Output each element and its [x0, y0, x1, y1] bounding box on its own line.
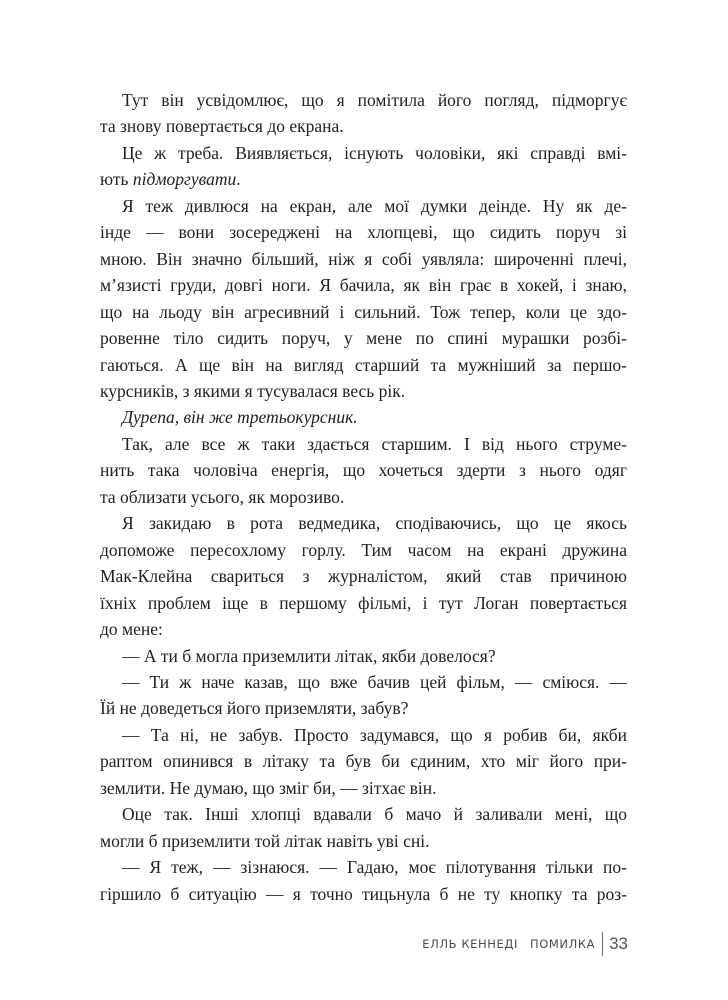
text-line: — Я теж, — зізнаюся. — Гадаю, моє пілотування тільки по- — [122, 857, 627, 878]
text-line: — А ти б могла приземлити літак, якби довелося? — [122, 645, 496, 666]
emphasized-word: підморгувати — [132, 169, 237, 190]
text-line: мною. Він значно більший, ніж я собі уявляла: широченні плечі, — [100, 248, 627, 269]
text-line: гіршило б ситуацію — я точно тицьнула б не ту кнопку та роз- — [100, 883, 627, 904]
text-line: могли б приземлити той літак навіть уві сні. — [100, 830, 430, 851]
text-line: землити. Не думаю, що зміг би, — зітхає він. — [100, 777, 437, 798]
text-line: Я закидаю в рота ведмедика, сподіваючись, що це якось — [122, 513, 627, 534]
dialogue-paragraph — [100, 854, 627, 907]
footer-author: ЕЛЛЬ КЕННЕДІ — [422, 937, 518, 951]
dialogue-paragraph — [100, 722, 627, 801]
running-footer — [422, 930, 628, 958]
dialogue-paragraph — [100, 643, 627, 669]
text-line: до мене: — [100, 619, 163, 640]
text-line: Це ж треба. Виявляється, існують чоловіки, які справді вмі- — [122, 142, 627, 163]
text-segment: . — [236, 169, 241, 190]
text-line — [100, 166, 627, 192]
paragraph — [100, 87, 627, 140]
paragraph — [100, 140, 627, 193]
text-line: Тут він усвідомлює, що я помітила його погляд, підморгує — [122, 90, 627, 110]
text-line: м’язисті груди, довгі ноги. Я бачила, як він грає в хокей, і знаю, — [100, 275, 627, 296]
text-line: інде — вони зосереджені на хлопцеві, що сидить поруч зі — [100, 222, 627, 243]
footer-divider — [602, 932, 603, 956]
text-line: та облизати усього, як морозиво. — [100, 486, 345, 507]
paragraph — [100, 193, 627, 405]
text-line: ровенне тіло сидить поруч, у мене по спині мурашки розбі- — [100, 328, 627, 349]
paragraph — [100, 431, 627, 510]
text-line: їхніх проблем іще в першому фільмі, і тут Логан повертається — [100, 592, 627, 613]
text-line: Я теж дивлюся на екран, але мої думки деінде. Ну як де- — [122, 195, 627, 216]
text-line: Дурепа, він же третьокурсник. — [122, 407, 358, 428]
text-line: та знову повертається до екрана. — [100, 116, 344, 137]
text-segment: ють — [100, 169, 133, 190]
text-line: допоможе пересохлому горлу. Тим часом на екрані дружина — [100, 539, 627, 560]
text-line: — Та ні, не забув. Просто задумався, що я робив би, якби — [122, 724, 627, 745]
text-line: — Ти ж наче казав, що вже бачив цей фільм, — сміюся. — — [122, 671, 627, 692]
footer-book-title: ПОМИЛКА — [529, 937, 596, 951]
text-line: курсників, з якими я тусувалася весь рік. — [100, 380, 406, 401]
text-line: Мак-Клейна свариться з журналістом, який став причиною — [100, 566, 627, 587]
text-line: раптом опинився в літаку та був би єдиним, хто міг його при- — [100, 751, 627, 772]
text-line: Їй не доведеться його приземляти, забув? — [100, 698, 409, 719]
text-line: Оце так. Інші хлопці вдавали б мачо й заливали мені, що — [122, 804, 627, 825]
paragraph — [100, 510, 627, 642]
paragraph — [100, 801, 627, 854]
page-number: 33 — [609, 934, 628, 953]
italic-thought-paragraph — [100, 404, 627, 430]
text-line: нить така чоловіча енергія, що хочеться здерти з нього одяг — [100, 460, 627, 481]
text-line: що на льоду він агресивний і сильний. Тож тепер, коли це здо- — [100, 301, 627, 322]
body-text — [100, 87, 627, 907]
dialogue-paragraph — [100, 669, 627, 722]
text-line: гаються. А ще він на вигляд старший та мужніший за першо- — [100, 354, 627, 375]
text-line: Так, але все ж таки здається старшим. І від нього струме- — [122, 433, 627, 454]
